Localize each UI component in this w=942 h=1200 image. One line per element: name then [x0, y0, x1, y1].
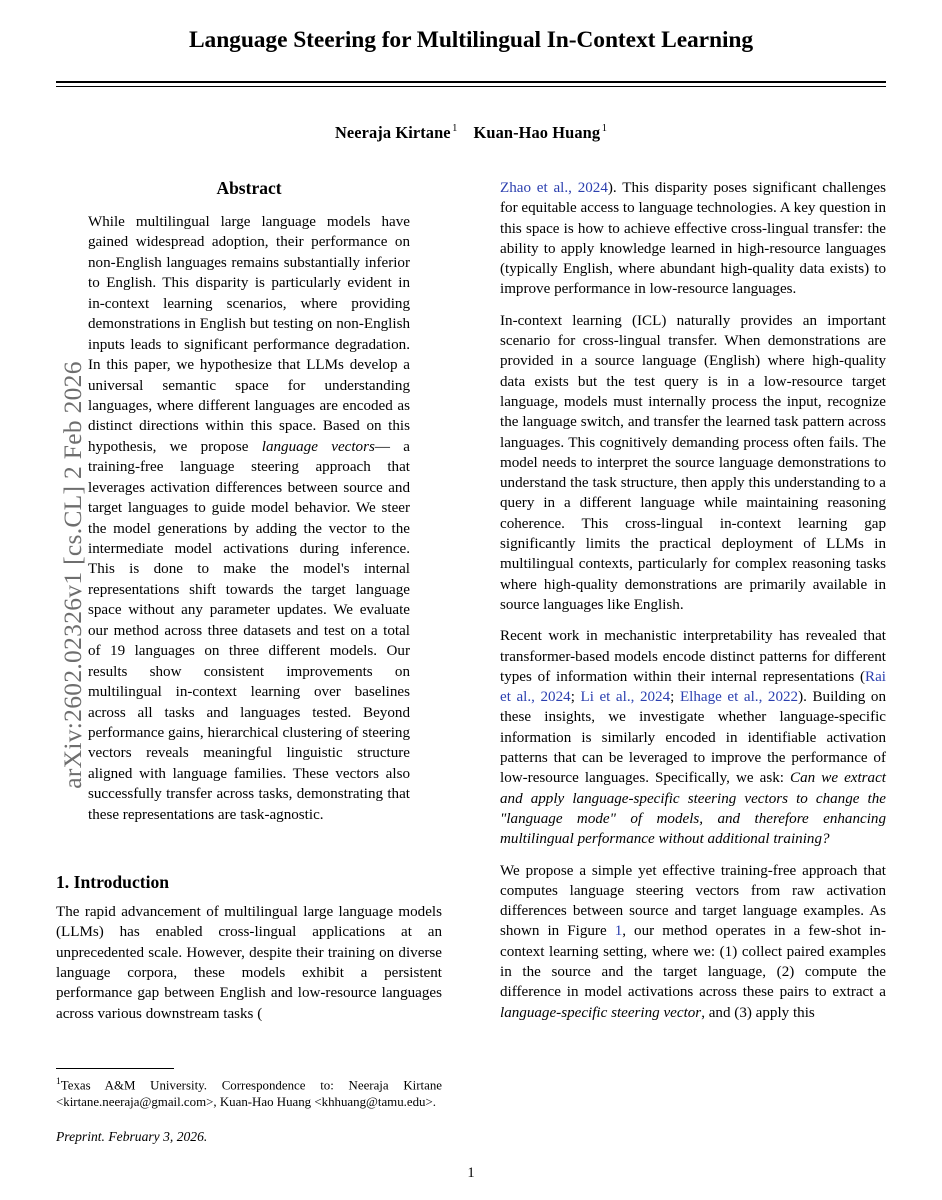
intro-p3-text-a: Recent work in mechanistic interpretability has revealed that transformer-based models encode distinct patterns for different types of information within their internal representations (	[500, 628, 886, 685]
title-rule	[56, 81, 886, 87]
author-list	[56, 123, 886, 143]
footnote-rule	[56, 1068, 174, 1069]
left-column	[56, 178, 442, 1144]
citation-link-zhao[interactable]: Zhao et al., 2024	[500, 180, 608, 196]
intro-p4-italic-term: language-specific steering vector	[500, 1004, 702, 1021]
page-title: Language Steering for Multilingual In-Context Learning	[188, 27, 754, 53]
page-number: 1	[467, 1165, 475, 1181]
two-column-body	[56, 178, 886, 1178]
intro-paragraph-4	[500, 861, 886, 1023]
intro-p4-text-c: , and (3) apply this	[701, 1004, 815, 1021]
author-entry	[474, 123, 608, 142]
citation-link-li[interactable]: Li et al., 2024	[580, 689, 671, 706]
intro-paragraph-3	[500, 626, 886, 849]
intro-p1-text: The rapid advancement of multilingual large language models (LLMs) has enabled cross-lingual applications at an unprecedented scale. However, despite their training on diverse language corpora, these models exhibit a persistent performance gap between English and low-resource languages across various downstream tasks (	[56, 904, 442, 1022]
abstract-text-part2: — a training-free language steering approach that leverages activation differences between source and target languages to guide model behavior. We steer the model generations by adding the vector to the intermediate model activations during inference. This is done to make the model's internal representations shift towards the target language space without any parameter updates. We evaluate our method across three datasets and test on a total of 19 languages on three different models. Our results show consistent improvements on multilingual in-context learning over baselines across all tasks and languages tested. Beyond performance gains, hierarchical clustering of steering vectors reveals meaningful linguistic structure aligned with language families. These vectors also successfully transfer across tasks, demonstrating that these representations are task-agnostic.	[88, 438, 410, 823]
citation-separator: ;	[670, 689, 680, 706]
right-column	[500, 178, 886, 1023]
abstract-heading: Abstract	[216, 178, 282, 198]
section-heading-introduction: 1. Introduction	[56, 872, 170, 893]
intro-p1-cont-text: ). This disparity poses significant challenges for equitable access to language technologies. A key question in this space is how to achieve effective cross-lingual transfer: the ability to apply knowledge learned in high-resource languages (typically English, where abundant high-quality data exists) to improve performance in low-resource languages.	[500, 180, 886, 298]
author-affiliation-marker: 1	[601, 123, 608, 135]
footnote-marker: 1	[56, 1077, 61, 1087]
abstract-italic-term: language vectors	[261, 438, 375, 455]
intro-paragraph-1-left	[56, 902, 442, 1024]
intro-p4-text-b: , our method operates in a few-shot in-context learning setting, where we: (1) collect paired examples in the source and the target language, (2) compute the difference in model activations across these pairs to extract a	[500, 923, 886, 1001]
intro-p4-text-a: We propose a simple yet effective training-free approach that computes language steering vectors from raw activation differences between source and target language examples. As shown in Figure	[500, 862, 886, 940]
citation-link-elhage[interactable]: Elhage et al., 2022	[679, 689, 799, 706]
author-entry	[335, 123, 458, 142]
introduction-section	[56, 872, 442, 1024]
author-name: Neeraja Kirtane	[334, 122, 451, 142]
intro-p3-text-b: ). Building on these insights, we investigate whether language-specific information is similarly encoded in identifiable activation patterns that can be leveraged to improve the performance of low-resource languages. Specifically, we ask:	[500, 689, 886, 787]
title-block	[56, 0, 886, 143]
abstract-text	[88, 212, 410, 825]
arxiv-stamp: arXiv:2602.02326v1 [cs.CL] 2 Feb 2026	[58, 361, 87, 789]
figure-reference-link[interactable]: 1	[614, 923, 623, 940]
citation-link-rai[interactable]: Rai et al., 2024	[500, 668, 886, 706]
preprint-notice: Preprint. February 3, 2026.	[56, 1128, 208, 1144]
citation-separator: ;	[570, 689, 581, 706]
intro-p3-research-question: Can we extract and apply language-specific steering vectors to change the "language mode" of models, and therefore enhancing multilingual performance without additional training?	[500, 770, 886, 848]
intro-paragraph-2: In-context learning (ICL) naturally provides an important scenario for cross-lingual transfer. When demonstrations are provided in a source language (English) where high-quality data exists but the test query is in a low-resource target language, models must internally process the input, recognize the language switch, and transfer the learned task pattern across languages. This cognitively demanding process often fails. The model needs to interpret the source language demonstrations to understand the task structure, then apply this understanding to a query in a different language while maintaining reasoning coherence. This cross-lingual in-context learning gap significantly limits the practical deployment of LLMs in multilingual contexts, particularly for complex reasoning tasks where high-quality demonstrations are primarily available in source languages like English.	[500, 312, 886, 613]
footnote-text	[56, 1076, 442, 1112]
footnote-body: Texas A&M University. Correspondence to: Neeraja Kirtane <kirtane.neeraja@gmail.com>, Kuan-Hao Huang <khhuang@tamu.edu>.	[56, 1078, 442, 1110]
abstract-text-part1: While multilingual large language models have gained widespread adoption, their performance on non-English languages remains substantially inferior to English. This disparity is particularly evident in in-context learning scenarios, where providing demonstrations in English but testing on non-English inputs leads to significant performance degradation. In this paper, we hypothesize that LLMs develop a universal semantic space for understanding languages, where different languages are encoded as distinct directions within this space. Based on this hypothesis, we propose	[88, 214, 410, 455]
intro-paragraph-1-cont	[500, 178, 886, 300]
author-name: Kuan-Hao Huang	[473, 122, 601, 142]
author-affiliation-marker: 1	[452, 123, 458, 135]
paper-page	[56, 0, 886, 1200]
abstract-section	[56, 178, 442, 825]
footnote-block	[56, 1068, 442, 1145]
